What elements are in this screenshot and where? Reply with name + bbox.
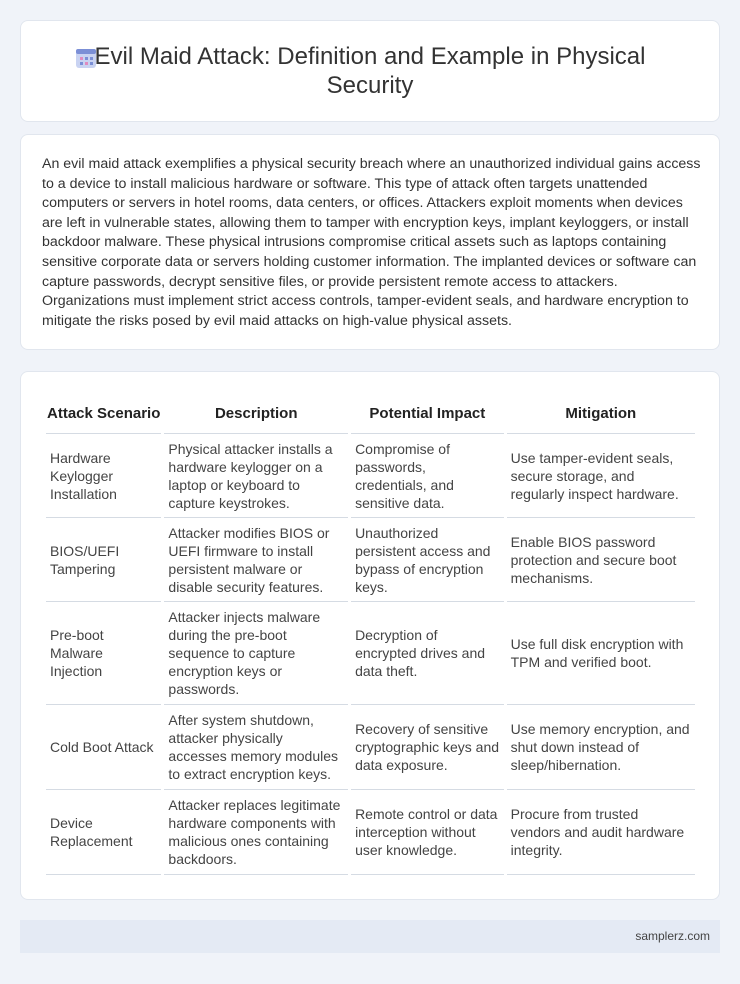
cell-mitigation: Enable BIOS password protection and secure boot mechanisms. [507, 518, 695, 602]
table-header-row [46, 394, 695, 434]
footer-bar [20, 920, 720, 953]
header-description: Description [164, 394, 348, 434]
cell-mitigation: Use full disk encryption with TPM and verified boot. [507, 602, 695, 705]
table-row [46, 790, 695, 875]
header-mitigation: Mitigation [507, 394, 695, 434]
cell-description: Attacker injects malware during the pre-boot sequence to capture encryption keys or passwords. [164, 602, 348, 705]
table-row [46, 518, 695, 602]
intro-paragraph: An evil maid attack exemplifies a physical security breach where an unauthorized individual gains access to a device to install malicious hardware or software. This type of attack often targets unattended computers or servers in hotel rooms, data centers, or offices. Attackers exploit moments when devices are left in vulnerable states, allowing them to tamper with encryption keys, implant keyloggers, or install backdoor malware. These physical intrusions compromise critical assets such as laptops containing sensitive corporate data or servers holding customer information. The implanted devices or software can capture passwords, decrypt sensitive files, or provide persistent remote access to attackers. Organizations must implement strict access controls, tamper-evident seals, and hardware encryption to mitigate the risks posed by evil maid attacks on high-value physical assets. [42, 156, 701, 329]
cell-description: Physical attacker installs a hardware keylogger on a laptop or keyboard to capture keystrokes. [164, 434, 348, 518]
cell-mitigation: Use tamper-evident seals, secure storage, and regularly inspect hardware. [507, 434, 695, 518]
cell-impact: Unauthorized persistent access and bypass of encryption keys. [351, 518, 504, 602]
table-row [46, 434, 695, 518]
table-card [20, 371, 720, 900]
cell-scenario: Cold Boot Attack [46, 705, 161, 790]
cell-impact: Remote control or data interception without user knowledge. [351, 790, 504, 875]
page-title: Evil Maid Attack: Definition and Example in Physical Security [94, 43, 646, 99]
cell-mitigation: Procure from trusted vendors and audit hardware integrity. [507, 790, 695, 875]
cell-scenario: Device Replacement [46, 790, 161, 875]
header-potential-impact: Potential Impact [351, 394, 504, 434]
cell-impact: Decryption of encrypted drives and data theft. [351, 602, 504, 705]
cell-scenario: Hardware Keylogger Installation [46, 434, 161, 518]
table-row [46, 705, 695, 790]
attack-table [43, 394, 698, 875]
header-attack-scenario: Attack Scenario [46, 394, 161, 434]
cell-description: Attacker modifies BIOS or UEFI firmware to install persistent malware or disable security features. [164, 518, 348, 602]
cell-impact: Compromise of passwords, credentials, and sensitive data. [351, 434, 504, 518]
cell-mitigation: Use memory encryption, and shut down instead of sleep/hibernation. [507, 705, 695, 790]
table-row [46, 602, 695, 705]
cell-description: Attacker replaces legitimate hardware components with malicious ones containing backdoors. [164, 790, 348, 875]
title-card [20, 20, 720, 122]
footer-site-link[interactable]: samplerz.com [635, 929, 710, 943]
intro-card [20, 134, 720, 350]
cell-description: After system shutdown, attacker physically accesses memory modules to extract encryption keys. [164, 705, 348, 790]
cell-impact: Recovery of sensitive cryptographic keys and data exposure. [351, 705, 504, 790]
cell-scenario: BIOS/UEFI Tampering [46, 518, 161, 602]
cell-scenario: Pre-boot Malware Injection [46, 602, 161, 705]
